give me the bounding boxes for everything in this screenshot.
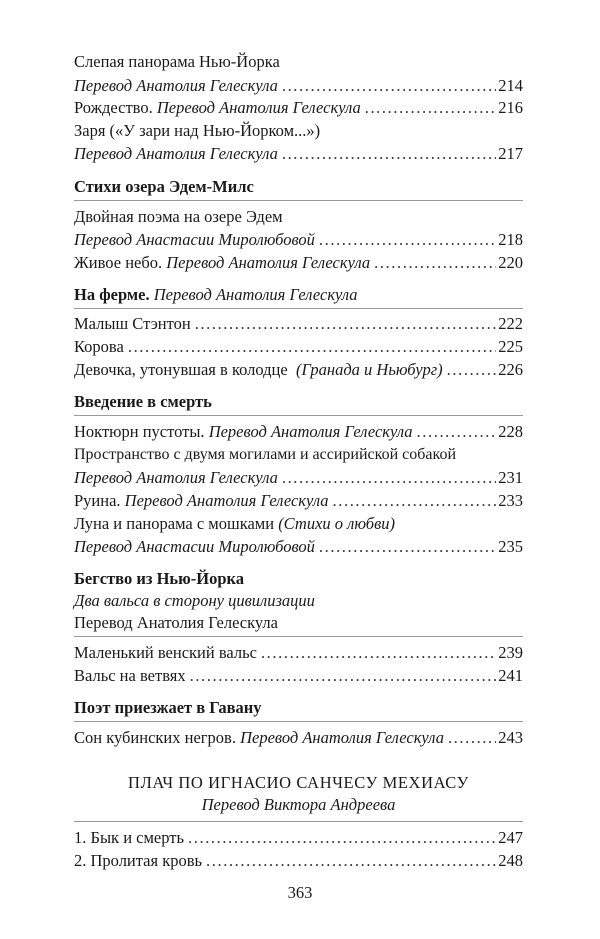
entry-note: (Гранада и Ньюбург) (295, 360, 443, 379)
dot-leader (447, 359, 497, 381)
toc-entry (74, 490, 523, 512)
section-divider (74, 636, 523, 637)
entry-page: 217 (498, 144, 523, 163)
dot-leader (374, 252, 496, 274)
toc-entry (74, 727, 523, 749)
entry-title: Слепая панорама Нью-Йорка (74, 52, 280, 71)
entry-translator: Перевод Анатолия Гелескула (208, 422, 413, 441)
entry-translator: Перевод Анастасии Миролюбовой (74, 537, 315, 556)
section-heading (74, 568, 523, 590)
entry-title: Пространство с двумя могилами и ассирийской собакой (74, 446, 457, 463)
dot-leader (319, 229, 496, 251)
entry-title: Луна и панорама с мошками (74, 514, 275, 533)
entry-title: Рождество. (74, 98, 153, 117)
entry-title: Заря («У зари над Нью-Йорком...») (74, 121, 321, 140)
dot-leader (188, 827, 496, 849)
section-divider (74, 200, 523, 201)
section-heading (74, 697, 523, 719)
entry-page: 222 (498, 314, 523, 333)
toc-entry (74, 467, 523, 489)
toc-entry-title (74, 444, 523, 466)
entry-translator: Перевод Анатолия Гелескула (240, 728, 444, 747)
entry-translator: Перевод Анатолия Гелескула (124, 491, 329, 510)
entry-title: Корова (74, 337, 124, 356)
entry-page: 241 (498, 666, 523, 685)
entry-page: 233 (498, 491, 523, 510)
dot-leader (195, 313, 497, 335)
entry-translator: Перевод Анастасии Миролюбовой (74, 230, 315, 249)
section-title: Бегство из Нью-Йорка (74, 569, 245, 588)
toc-entry (74, 75, 523, 97)
toc-entry-title (74, 120, 523, 142)
entry-translator: Перевод Анатолия Гелескула (74, 468, 278, 487)
section-subtitle (74, 590, 523, 612)
entry-note: (Стихи о любви) (278, 514, 395, 533)
entry-translator: Перевод Анатолия Гелескула (74, 76, 278, 95)
dot-leader (417, 421, 497, 443)
section-subtitle-text: Два вальса в сторону цивилизации (74, 591, 315, 610)
dot-leader (261, 642, 496, 664)
entry-page: 231 (498, 468, 523, 487)
part-title: ПЛАЧ ПО ИГНАСИО САНЧЕСУ МЕХИАСУ (128, 773, 469, 792)
entry-translator: Перевод Анатолия Гелескула (156, 98, 361, 117)
entry-page: 243 (498, 728, 523, 747)
toc-entry (74, 359, 523, 381)
entry-page: 247 (498, 828, 523, 847)
section-heading (74, 176, 523, 198)
entry-page: 228 (498, 422, 523, 441)
section-translator-text: Перевод Анатолия Гелескула (74, 613, 278, 632)
entry-page: 216 (498, 98, 523, 117)
dot-leader (190, 665, 497, 687)
toc-entry (74, 827, 523, 849)
section-divider (74, 721, 523, 722)
toc-entry (74, 536, 523, 558)
toc-entry-title (74, 513, 523, 535)
toc-entry (74, 252, 523, 274)
section-translator (74, 612, 523, 634)
page-number: 363 (287, 883, 313, 902)
toc-entry (74, 665, 523, 687)
entry-title: 1. Бык и смерть (74, 828, 185, 847)
entry-title: Живое небо. (74, 253, 163, 272)
toc-entry (74, 97, 523, 119)
dot-leader (282, 75, 496, 97)
toc-entry (74, 229, 523, 251)
entry-page: 235 (498, 537, 523, 556)
part-translator: Перевод Виктора Андреева (201, 795, 396, 814)
entry-page: 218 (498, 230, 523, 249)
section-title: На ферме. (74, 285, 150, 304)
toc-entry (74, 642, 523, 664)
entry-title: Сон кубинских негров. (74, 728, 236, 747)
entry-title: Маленький венский вальс (74, 643, 257, 662)
entry-page: 225 (498, 337, 523, 356)
toc-entry (74, 421, 523, 443)
toc-entry (74, 850, 523, 872)
section-divider (74, 308, 523, 309)
entry-title: Руина. (74, 491, 121, 510)
section-heading (74, 391, 523, 413)
toc-entry (74, 143, 523, 165)
section-divider (74, 821, 523, 822)
section-title: Стихи озера Эдем-Милс (74, 177, 254, 196)
dot-leader (319, 536, 496, 558)
section-heading (74, 284, 523, 306)
entry-page: 220 (498, 253, 523, 272)
entry-title: Двойная поэма на озере Эдем (74, 207, 283, 226)
entry-translator: Перевод Анатолия Гелескула (166, 253, 371, 272)
section-title: Введение в смерть (74, 392, 212, 411)
entry-page: 226 (498, 360, 523, 379)
entry-page: 248 (498, 851, 523, 870)
entry-translator: Перевод Анатолия Гелескула (74, 144, 278, 163)
toc-entry (74, 336, 523, 358)
dot-leader (282, 143, 496, 165)
dot-leader (333, 490, 497, 512)
toc-entry-title (74, 206, 523, 228)
dot-leader (128, 336, 496, 358)
dot-leader (206, 850, 496, 872)
entry-title: 2. Пролитая кровь (74, 851, 203, 870)
entry-title: Девочка, утонувшая в колодце (74, 360, 288, 379)
entry-title: Малыш Стэнтон (74, 314, 191, 333)
toc-entry (74, 313, 523, 335)
section-translator: Перевод Анатолия Гелескула (153, 285, 358, 304)
entry-page: 239 (498, 643, 523, 662)
toc-entry-title (74, 51, 523, 73)
dot-leader (365, 97, 497, 119)
section-divider (74, 415, 523, 416)
entry-page: 214 (498, 76, 523, 95)
dot-leader (282, 467, 496, 489)
entry-title: Вальс на ветвях (74, 666, 186, 685)
entry-title: Ноктюрн пустоты. (74, 422, 205, 441)
section-title: Поэт приезжает в Гавану (74, 698, 262, 717)
dot-leader (448, 727, 496, 749)
